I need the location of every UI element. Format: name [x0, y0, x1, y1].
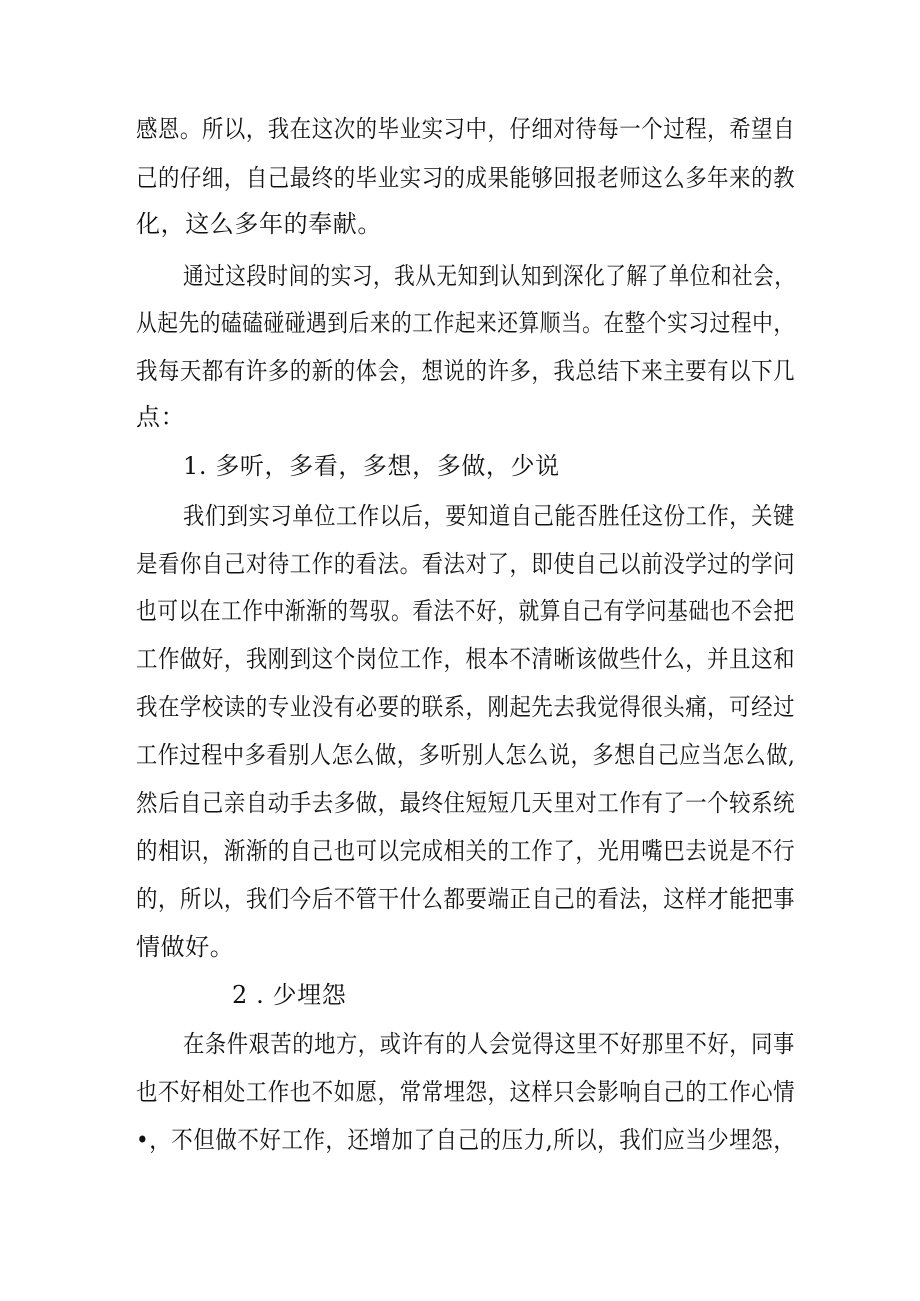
section-heading-1: 1. 多听，多看，多想，多做，少说	[183, 452, 560, 480]
paragraph-start-line: 在条件艰苦的地方，或许有的人会觉得这里不好那里不好，同事	[183, 1030, 795, 1058]
paragraph-start-line: 我们到实习单位工作以后，要知道自己能否胜任这份工作，关键	[183, 502, 795, 530]
text-line: 的，所以，我们今后不管干什么都要端正自己的看法，这样才能把事	[136, 885, 796, 913]
text-line: 是看你自己对待工作的看法。看法对了，即使自己以前没学过的学问	[136, 550, 796, 578]
text-line: 我在学校读的专业没有必要的联系，刚起先去我觉得很头痛，可经过	[136, 693, 796, 721]
text-line: 也不好相处工作也不如愿，常常埋怨，这样只会影响自己的工作心情	[136, 1078, 796, 1106]
text-line: 工作做好，我刚到这个岗位工作，根本不清晰该做些什么，并且这和	[136, 645, 796, 673]
text-line: 感恩。所以，我在这次的毕业实习中，仔细对待每一个过程，希望自	[136, 115, 796, 143]
text-line: 然后自己亲自动手去多做，最终住短短几天里对工作有了一个较系统	[136, 789, 796, 817]
text-line: 的相识，渐渐的自己也可以完成相关的工作了，光用嘴巴去说是不行	[136, 837, 796, 865]
text-line: 化，这么多年的奉献。	[136, 210, 382, 238]
text-line: 情做好。	[136, 933, 235, 961]
text-line: 己的仔细，自己最终的毕业实习的成果能够回报老师这么多年来的教	[136, 164, 796, 192]
text-line: 我每天都有许多的新的体会，想说的许多，我总结下来主要有以下几	[136, 357, 796, 385]
text-line: 从起先的磕磕碰碰遇到后来的工作起来还算顺当。在整个实习过程中，	[136, 309, 795, 337]
text-line: •，不但做不好工作，还增加了自己的压力,所以，我们应当少埋怨，	[136, 1126, 796, 1154]
section-heading-2: 2 . 少埋怨	[232, 981, 347, 1009]
paragraph-start-line: 通过这段时间的实习，我从无知到认知到深化了解了单位和社会，	[183, 262, 796, 290]
text-line: 也可以在工作中渐渐的驾驭。看法不好，就算自己有学问基础也不会把	[136, 597, 795, 625]
text-line: 工作过程中多看别人怎么做，多听别人怎么说，多想自己应当怎么做,	[136, 741, 796, 769]
text-line: 点：	[136, 403, 186, 431]
